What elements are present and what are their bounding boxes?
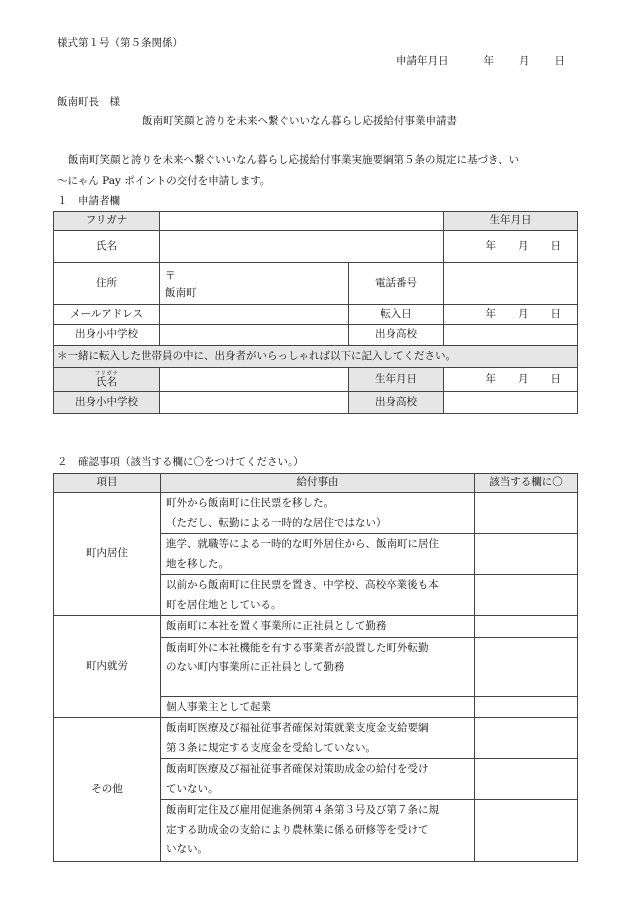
intro-line-1: 飯南町笑顔と誇りを未来へ繋ぐいいなん暮らし応援給付事業実施要綱第５条の規定に基づき、い: [68, 154, 520, 166]
application-date: [396, 55, 565, 68]
email-label: メールアドレス: [54, 305, 160, 325]
date-month: 月: [519, 55, 530, 67]
member-highschool-field[interactable]: [444, 392, 578, 414]
phone-field[interactable]: [444, 263, 578, 305]
intro-line-2: 〜にゃん Pay ポイントの交付を申請します。: [57, 175, 271, 187]
group-label-residence: 町内居住: [54, 493, 161, 616]
member-name-label: 氏名: [96, 376, 117, 388]
member-furigana: フリガナ: [94, 371, 119, 377]
addressee: 飯南町長 様: [57, 96, 120, 108]
section2-heading: ２ 確認事項（該当する欄に〇をつけてください。）: [57, 456, 304, 468]
applicant-table: [53, 211, 578, 414]
section1-heading: １ 申請者欄: [57, 195, 120, 207]
school-field[interactable]: [160, 325, 349, 346]
birthdate-field[interactable]: 年 月 日: [444, 231, 578, 263]
col-item-header: 項目: [54, 474, 161, 493]
check-cell[interactable]: [475, 718, 578, 759]
date-year: 年: [483, 55, 494, 67]
name-field[interactable]: [160, 231, 444, 263]
reason-residence-3: 以前から飯南町に住民票を置き、中学校、高校卒業後も本 町を居住地としている。: [161, 575, 475, 616]
member-school-field[interactable]: [160, 392, 349, 414]
reason-other-2: 飯南町医療及び福祉従事者確保対策助成金の給付を受け ていない。: [161, 759, 475, 800]
member-highschool-label: 出身高校: [349, 392, 444, 414]
move-in-label: 転入日: [349, 305, 444, 325]
move-in-date-field[interactable]: 年 月 日: [444, 305, 578, 325]
highschool-field[interactable]: [444, 325, 578, 346]
birthdate-label: 生年月日: [444, 212, 578, 231]
member-name-field[interactable]: [160, 368, 349, 392]
check-cell[interactable]: [475, 696, 578, 718]
form-id: 様式第１号（第５条関係）: [57, 37, 183, 49]
reason-residence-1: 町外から飯南町に住民票を移した。 （ただし、転勤による一時的な居住ではない）: [161, 493, 475, 534]
address-label: 住所: [54, 263, 160, 305]
address-field[interactable]: [160, 263, 349, 305]
member-birthdate-field[interactable]: 年 月 日: [444, 368, 578, 392]
member-birthdate-label: 生年月日: [349, 368, 444, 392]
reason-other-3: 飯南町定住及び雇用促進条例第４条第３号及び第７条に規 定する助成金の支給により農林業に係る研修等を受けて いない。: [161, 800, 475, 862]
furigana-field[interactable]: [160, 212, 444, 231]
email-field[interactable]: [160, 305, 349, 325]
check-cell[interactable]: [475, 637, 578, 696]
reason-employment-1: 飯南町に本社を置く事業所に正社員として勤務: [161, 616, 475, 638]
form-title: 飯南町笑顔と誇りを未来へ繋ぐいいなん暮らし応援給付事業申請書: [142, 115, 457, 127]
col-reason-header: 給付事由: [161, 474, 475, 493]
group-label-other: その他: [54, 718, 161, 862]
check-cell[interactable]: [475, 575, 578, 616]
school-label: 出身小中学校: [54, 325, 160, 346]
furigana-label: フリガナ: [54, 212, 160, 231]
reason-residence-2: 進学、就職等による一時的な町外居住から、飯南町に居住 地を移した。: [161, 534, 475, 575]
postal-mark: 〒: [165, 269, 176, 282]
group-label-employment: 町内就労: [54, 616, 161, 718]
address-prefix: 飯南町: [165, 286, 197, 299]
member-name-label-cell: [54, 368, 160, 392]
phone-label: 電話番号: [349, 263, 444, 305]
check-cell[interactable]: [475, 493, 578, 534]
date-day: 日: [554, 55, 565, 67]
check-cell[interactable]: [475, 759, 578, 800]
check-cell[interactable]: [475, 534, 578, 575]
highschool-label: 出身高校: [349, 325, 444, 346]
reason-employment-2: 飯南町外に本社機能を有する事業者が設置した町外転勤 のない町内事業所に正社員として勤務: [161, 637, 475, 696]
household-note: ＊一緒に転入した世帯員の中に、出身者がいらっしゃれば以下に記入してください。: [54, 346, 578, 368]
confirmation-table: [53, 473, 578, 862]
check-cell[interactable]: [475, 616, 578, 638]
member-school-label: 出身小中学校: [54, 392, 160, 414]
name-label: 氏名: [54, 231, 160, 263]
reason-employment-3: 個人事業主として起業: [161, 696, 475, 718]
check-cell[interactable]: [475, 800, 578, 862]
reason-other-1: 飯南町医療及び福祉従事者確保対策就業支度金支給要綱 第３条に規定する支度金を受給していない。: [161, 718, 475, 759]
application-date-label: 申請年月日: [396, 55, 449, 67]
col-check-header: 該当する欄に〇: [475, 474, 578, 493]
